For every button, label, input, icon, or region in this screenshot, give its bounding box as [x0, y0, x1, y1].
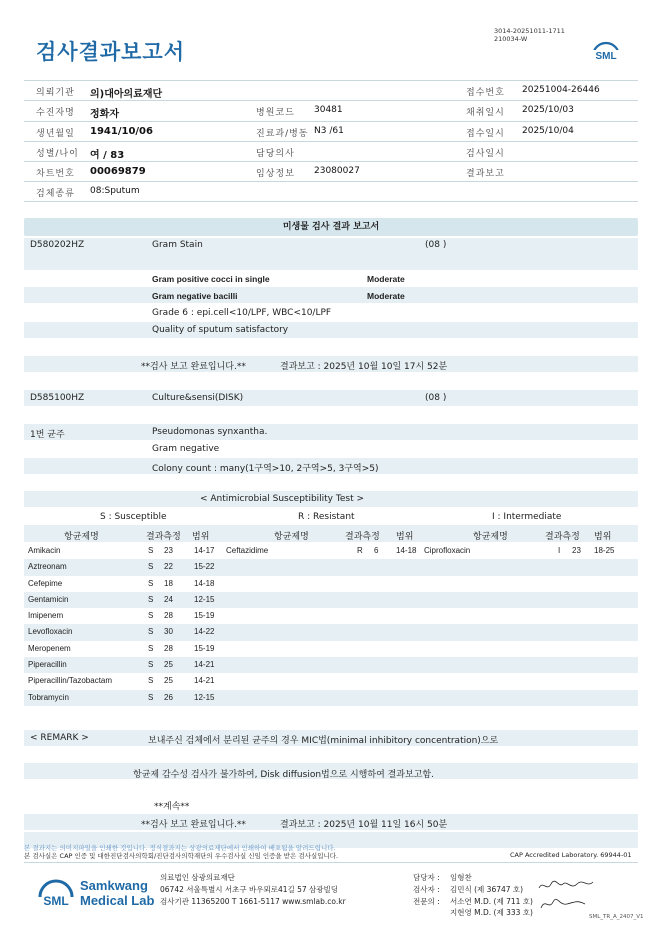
ast-drug: Gentamicin — [28, 594, 69, 604]
info-row — [24, 100, 638, 120]
ast-result: S — [148, 594, 154, 604]
institution-value: 의)대아의료재단 — [90, 89, 163, 100]
dob-label: 생년월일 — [36, 128, 75, 139]
col-drug-r: 항균제명 — [274, 532, 309, 542]
info-row — [24, 181, 638, 201]
ast-row — [24, 690, 638, 706]
legend-intermediate: I : Intermediate — [492, 512, 562, 522]
specimen-value: 08:Sputum — [90, 186, 140, 197]
gram-finding-2-level: Moderate — [367, 291, 405, 301]
ast-i-result: I — [558, 546, 561, 555]
signatures — [537, 878, 597, 914]
name-value: 정화자 — [90, 109, 119, 121]
accreditation-notice: 본 검사실은 CAP 인증 및 대한진단검사의학회/진단검사의학재단의 우수검사실 신임 인증을 받은 검사실입니다. — [24, 852, 339, 860]
ast-drug: Tobramycin — [28, 692, 69, 702]
receipt-no-value: 20251004-26446 — [522, 85, 600, 95]
document-code-line2: 210034-W — [494, 35, 528, 43]
footer-divider — [24, 862, 638, 863]
final-report-complete: **검사 보고 완료입니다.** — [141, 820, 246, 830]
gram-finding-1: Gram positive cocci in single — [152, 274, 270, 284]
ast-table — [24, 543, 638, 706]
org-contact: 검사기관 11365200 T 1661-5117 www.smlab.co.kr — [160, 897, 346, 906]
sex-age-value: 여 / 83 — [90, 149, 125, 161]
ast-title: < Antimicrobial Susceptibility Test > — [200, 494, 364, 504]
ast-range: 15-19 — [194, 611, 215, 621]
ast-row — [24, 592, 638, 608]
ast-row — [24, 641, 638, 657]
dept-label: 진료과/병동 — [256, 128, 309, 139]
ast-range: 12-15 — [194, 594, 215, 604]
culture-name: Culture&sensi(DISK) — [152, 393, 244, 403]
sml-logo-text: SML — [595, 51, 617, 62]
ast-result: S — [148, 578, 154, 588]
ast-range: 15-22 — [194, 562, 215, 572]
ast-range: 14-18 — [194, 578, 215, 588]
brand-line-2: Medical Lab — [80, 893, 155, 908]
clinical-value: 23080027 — [314, 166, 360, 177]
ast-value: 25 — [164, 660, 173, 670]
gram-report-time: 결과보고 : 2025년 10월 10일 17시 52분 — [280, 362, 448, 372]
gram-grade: Grade 6 : epi.cell<10/LPF, WBC<10/LPF — [152, 308, 332, 318]
staff-label: 담당자 : — [413, 873, 440, 882]
gram-finding-1-level: Moderate — [367, 274, 405, 284]
final-report-time: 결과보고 : 2025년 10월 11일 16시 50분 — [280, 820, 448, 830]
col-range-i: 범위 — [594, 532, 612, 542]
remark-line-2: 항균제 감수성 검사가 불가하여, Disk diffusion법으로 시행하여 결과보고함. — [133, 770, 434, 780]
expert-1: 서소연 M.D. (제 711 호) — [450, 897, 533, 906]
specimen-label: 검체종류 — [36, 189, 75, 200]
samkwang-logo-icon — [36, 873, 76, 913]
collect-date-label: 채취일시 — [466, 108, 505, 119]
col-result-s: 결과측정 — [146, 532, 181, 542]
ast-value: 18 — [164, 578, 173, 588]
colony-count: Colony count : many(1구역>10, 2구역>5, 3구역>5) — [152, 464, 379, 474]
ast-row — [24, 624, 638, 640]
gram-stain-specimen-no: (08 ) — [425, 240, 447, 250]
ast-range: 14-17 — [194, 546, 215, 555]
ast-i-range: 18-25 — [594, 546, 615, 555]
form-code: SML_TR_A_2407_V1 — [589, 914, 644, 920]
ast-result: S — [148, 546, 154, 555]
ast-range: 15-19 — [194, 643, 215, 653]
tester-name: 김민식 (제 36747 호) — [450, 885, 524, 894]
remark-label: < REMARK > — [30, 733, 89, 743]
ast-result: S — [148, 562, 154, 572]
chart-no-value: 00069879 — [90, 166, 146, 178]
institution-label: 의뢰기관 — [36, 88, 75, 98]
receipt-date-value: 2025/10/04 — [522, 125, 574, 136]
ast-r-value: 6 — [374, 546, 379, 555]
hospital-code-label: 병원코드 — [256, 108, 295, 119]
ast-value: 26 — [164, 692, 173, 702]
dept-value: N3 /61 — [314, 125, 344, 136]
ast-drug: Levofloxacin — [28, 627, 73, 637]
hospital-code-value: 30481 — [314, 105, 343, 116]
ast-row — [24, 608, 638, 624]
ast-value: 28 — [164, 643, 173, 653]
continued-note: **계속** — [154, 802, 190, 812]
ast-result: S — [148, 627, 154, 637]
ast-drug: Piperacillin/Tazobactam — [28, 676, 113, 686]
strain-label: 1번 균주 — [30, 430, 65, 440]
sex-age-label: 성별/나이 — [36, 148, 79, 159]
remark-line-1: 보내주신 검체에서 분리된 균주의 경우 MIC법(minimal inhibitory concentration)으로 — [148, 736, 499, 746]
sputum-quality: Quality of sputum satisfactory — [152, 325, 289, 335]
expert-2: 지현영 M.D. (제 333 호) — [450, 908, 533, 917]
document-code-line1: 3014-20251011-1711 — [494, 27, 565, 35]
band — [24, 287, 638, 303]
ast-row — [24, 673, 638, 689]
ast-result: S — [148, 692, 154, 702]
ast-row — [24, 559, 638, 575]
ast-value: 22 — [164, 562, 173, 572]
culture-code: D585100HZ — [30, 393, 85, 403]
info-row — [24, 80, 638, 100]
col-result-i: 결과측정 — [545, 532, 580, 542]
sml-logo — [590, 36, 622, 64]
ast-drug: Imipenem — [28, 611, 64, 621]
gram-stain-band — [24, 238, 638, 254]
ast-row — [24, 543, 638, 559]
ast-r-drug: Ceftazidime — [226, 546, 269, 555]
legend-resistant: R : Resistant — [298, 512, 355, 522]
tester-label: 검사자 : — [413, 885, 440, 894]
legend-susceptible: S : Susceptible — [100, 512, 167, 522]
print-notice: 본 결과지는 의미지파일을 인쇄한 것입니다. 정식결과지는 상광의료재단에서 인쇄하여 배포됨을 알려드립니다. — [24, 844, 336, 852]
ast-row — [24, 657, 638, 673]
gram-report-complete: **검사 보고 완료입니다.** — [141, 362, 246, 372]
organism-name: Pseudomonas synxantha. — [152, 427, 268, 437]
ast-r-range: 14-18 — [396, 546, 417, 555]
result-report-label: 결과보고 — [466, 169, 505, 180]
document-code — [494, 27, 565, 43]
ast-value: 30 — [164, 627, 173, 637]
col-drug-i: 항균제명 — [473, 532, 508, 542]
info-row — [24, 141, 638, 161]
col-drug-s: 항균제명 — [64, 532, 99, 542]
report-title: 검사결과보고서 — [36, 40, 186, 64]
culture-specimen-no: (08 ) — [425, 393, 447, 403]
info-row — [24, 121, 638, 141]
patient-info — [24, 80, 638, 202]
ast-value: 23 — [164, 546, 173, 555]
ast-drug: Amikacin — [28, 546, 61, 555]
clinical-label: 임상정보 — [256, 169, 295, 180]
ast-value: 24 — [164, 594, 173, 604]
strain-band — [24, 424, 638, 440]
ast-drug: Meropenem — [28, 643, 71, 653]
org-address: 06742 서울특별시 서초구 바우뫼로41길 57 삼광빌딩 — [160, 885, 339, 894]
staff-name: 임형찬 — [450, 873, 472, 882]
ast-value: 28 — [164, 611, 173, 621]
expert-label: 전문의 : — [413, 897, 440, 906]
ast-range: 14-21 — [194, 676, 215, 686]
ast-r-result: R — [357, 546, 363, 555]
ast-range: 14-21 — [194, 660, 215, 670]
test-date-label: 검사일시 — [466, 148, 505, 159]
chart-no-label: 차트번호 — [36, 169, 75, 180]
cap-number: CAP Accredited Laboratory. 69944-01 — [510, 851, 632, 859]
band — [24, 254, 638, 270]
samkwang-logo-text: SML — [43, 894, 69, 908]
ast-drug: Cefepime — [28, 578, 63, 588]
info-row — [24, 161, 638, 181]
col-range-s: 범위 — [192, 532, 210, 542]
culture-band — [24, 390, 638, 406]
ast-range: 12-15 — [194, 692, 215, 702]
ast-row — [24, 576, 638, 592]
ast-drug: Aztreonam — [28, 562, 67, 572]
ast-drug: Piperacillin — [28, 660, 67, 670]
gram-stain-code: D580202HZ — [30, 240, 85, 250]
ast-i-value: 23 — [572, 546, 581, 555]
ast-value: 25 — [164, 676, 173, 686]
ast-i-drug: Ciprofloxacin — [424, 546, 471, 555]
gram-stain-name: Gram Stain — [152, 240, 203, 250]
receipt-no-label: 접수번호 — [466, 88, 505, 98]
col-result-r: 결과측정 — [345, 532, 380, 542]
gram-finding-2: Gram negative bacilli — [152, 291, 238, 301]
ast-result: S — [148, 611, 154, 621]
receipt-date-label: 접수일시 — [466, 128, 505, 139]
name-label: 수진자명 — [36, 108, 75, 119]
ast-result: S — [148, 643, 154, 653]
band — [24, 322, 638, 338]
col-range-r: 범위 — [396, 532, 414, 542]
ast-range: 14-22 — [194, 627, 215, 637]
collect-date-value: 2025/10/03 — [522, 105, 574, 116]
org-name: 의료법인 삼광의료재단 — [160, 873, 235, 882]
dob-value: 1941/10/06 — [90, 125, 153, 137]
ast-result: S — [148, 676, 154, 686]
ast-result: S — [148, 660, 154, 670]
organism-gram: Gram negative — [152, 444, 220, 454]
doctor-label: 담당의사 — [256, 148, 295, 159]
section-title: 미생물 검사 결과 보고서 — [24, 218, 638, 236]
brand-line-1: Samkwang — [80, 878, 148, 893]
